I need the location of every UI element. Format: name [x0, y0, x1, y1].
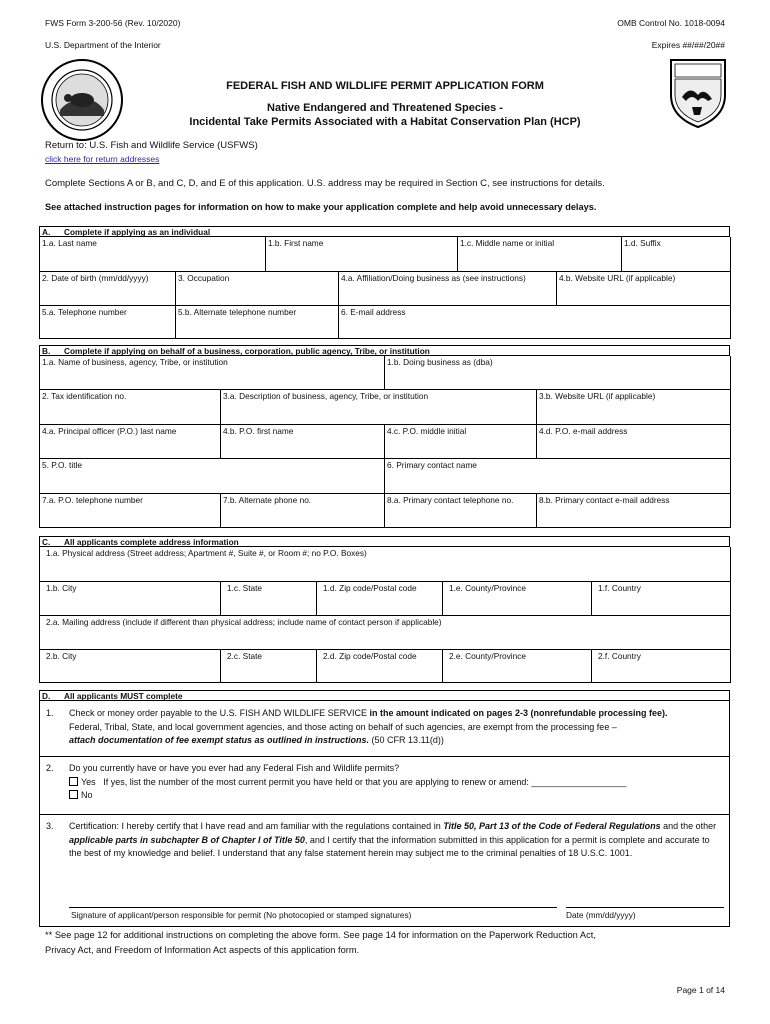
item-2-text — [69, 762, 724, 803]
item-2-question: Do you currently have or have you ever had any Federal Fish and Wildlife permits? — [69, 763, 400, 773]
field-a-website[interactable]: 4.b. Website URL (if applicable) — [557, 272, 731, 306]
field-b-tax-id[interactable]: 2. Tax identification no. — [40, 390, 221, 425]
field-a-last-name[interactable]: 1.a. Last name — [40, 237, 266, 272]
form-id: FWS Form 3-200-56 (Rev. 10/2020) — [45, 18, 181, 28]
field-c-mailing-address[interactable]: 2.a. Mailing address (include if different than physical address; include name of contact person if applicable) — [40, 616, 731, 650]
item-1-payable: Check or money order payable to the U.S. FISH AND WILDLIFE SERVICE — [69, 708, 367, 718]
field-c-mail-country[interactable]: 2.f. Country — [592, 650, 731, 683]
footer-note-2: Privacy Act, and Freedom of Information Act aspects of this application form. — [45, 945, 360, 955]
item-1-cfr: (50 CFR 13.11(d)) — [369, 735, 444, 745]
signature-label: Signature of applicant/person responsible for permit (No photocopied or stamped signatures) — [71, 910, 412, 920]
field-c-county[interactable]: 1.e. County/Province — [443, 582, 592, 616]
field-c-mail-county[interactable]: 2.e. County/Province — [443, 650, 592, 683]
form-subtitle-2: Incidental Take Permits Associated with a Habitat Conservation Plan (HCP) — [189, 116, 581, 128]
section-d-header — [39, 690, 730, 701]
field-a-dob[interactable]: 2. Date of birth (mm/dd/yyyy) — [40, 272, 176, 306]
signature-line[interactable] — [69, 907, 557, 908]
section-a-heading: Complete if applying as an individual — [64, 227, 211, 237]
section-a-table — [39, 237, 730, 339]
item-1-amount: in the amount indicated on pages 2-3 (nonrefundable processing fee). — [366, 708, 668, 718]
field-c-country[interactable]: 1.f. Country — [592, 582, 731, 616]
field-b-po-telephone[interactable]: 7.a. P.O. telephone number — [40, 494, 221, 528]
no-label: No — [81, 790, 93, 800]
section-b-heading: Complete if applying on behalf of a business, corporation, public agency, Tribe, or institution — [64, 346, 430, 356]
complete-sections-note: Complete Sections A or B, and C, D, and E of this application. U.S. address may be required in Section C, see instructions for details. — [45, 178, 605, 189]
yes-checkbox[interactable] — [69, 777, 78, 786]
field-a-occupation[interactable]: 3. Occupation — [176, 272, 339, 306]
cert-part-d: applicable parts in subchapter B of Chapter I of Title 50 — [69, 834, 305, 845]
no-checkbox[interactable] — [69, 790, 78, 799]
section-c-table — [39, 547, 730, 683]
item-2-no-row — [69, 789, 724, 803]
field-c-mail-state[interactable]: 2.c. State — [221, 650, 317, 683]
section-b-header — [39, 345, 730, 356]
section-d-item-1 — [39, 701, 730, 757]
return-addresses-link[interactable]: click here for return addresses — [45, 154, 160, 164]
form-title: FEDERAL FISH AND WILDLIFE PERMIT APPLICATION FORM — [226, 80, 544, 92]
field-c-city[interactable]: 1.b. City — [40, 582, 221, 616]
field-c-physical-address[interactable]: 1.a. Physical address (Street address; Apartment #, Suite #, or Room #; no P.O. Boxes) — [40, 547, 731, 582]
cert-part-e: , and I certify that the information submitted in this application for a permit is complete and accurate to the best of my knowledge and belief. I understand that any false statement herein may subject me to the criminal penalties of 18 U.S.C. 1001. — [69, 834, 710, 858]
cert-part-b: Title 50, Part 13 of the Code of Federal Regulations — [443, 821, 661, 831]
date-label: Date (mm/dd/yyyy) — [566, 910, 636, 920]
form-subtitle-1: Native Endangered and Threatened Species - — [267, 102, 503, 114]
field-a-affiliation[interactable]: 4.a. Affiliation/Doing business as (see instructions) — [339, 272, 557, 306]
field-a-telephone[interactable]: 5.a. Telephone number — [40, 306, 176, 339]
section-c-header — [39, 536, 730, 547]
section-a-header — [39, 226, 730, 237]
field-b-po-middle[interactable]: 4.c. P.O. middle initial — [385, 425, 537, 459]
item-1-text — [69, 707, 724, 748]
omb-control: OMB Control No. 1018-0094 — [617, 18, 725, 28]
cert-part-c: and the other — [660, 821, 717, 831]
section-d-item-3 — [39, 815, 730, 927]
field-b-description[interactable]: 3.a. Description of business, agency, Tribe, or institution — [221, 390, 537, 425]
expiration: Expires ##/##/20## — [651, 40, 725, 50]
section-a-letter: A. — [42, 227, 51, 237]
field-c-zip[interactable]: 1.d. Zip code/Postal code — [317, 582, 443, 616]
item-1-exempt: Federal, Tribal, State, and local government agencies, and those acting on behalf of such agencies, are exempt from the processing fee – — [69, 721, 617, 732]
section-d-heading: All applicants MUST complete — [64, 691, 183, 701]
section-b-table — [39, 356, 730, 528]
field-a-suffix[interactable]: 1.d. Suffix — [622, 237, 731, 272]
section-d-letter: D. — [42, 691, 51, 701]
field-b-po-last-name[interactable]: 4.a. Principal officer (P.O.) last name — [40, 425, 221, 459]
footer-note-1: ** See page 12 for additional instructions on completing the above form. See page 14 for information on the Paperwork Reduction Act, — [45, 930, 596, 940]
field-a-first-name[interactable]: 1.b. First name — [266, 237, 458, 272]
field-b-contact-email[interactable]: 8.b. Primary contact e-mail address — [537, 494, 731, 528]
section-b-letter: B. — [42, 346, 51, 356]
item-2-yes-row — [69, 776, 724, 790]
field-b-website[interactable]: 3.b. Website URL (if applicable) — [537, 390, 731, 425]
section-c-letter: C. — [42, 537, 51, 547]
item-1-number: 1. — [46, 708, 54, 718]
see-attached-note: See attached instruction pages for information on how to make your application complete and help avoid unnecessary delays. — [45, 202, 597, 212]
cert-part-a: Certification: I hereby certify that I have read and am familiar with the regulations contained in — [69, 821, 444, 831]
field-b-po-title[interactable]: 5. P.O. title — [40, 459, 385, 494]
item-2-number: 2. — [46, 763, 54, 773]
item-3-number: 3. — [46, 821, 54, 831]
department: U.S. Department of the Interior — [45, 40, 161, 50]
field-b-po-email[interactable]: 4.d. P.O. e-mail address — [537, 425, 731, 459]
doi-seal-logo — [40, 58, 124, 142]
field-b-contact-telephone[interactable]: 8.a. Primary contact telephone no. — [385, 494, 537, 528]
item-1-attach: attach documentation of fee exempt status as outlined in instructions. — [69, 735, 370, 745]
field-b-primary-contact[interactable]: 6. Primary contact name — [385, 459, 731, 494]
yes-permit-text: If yes, list the number of the most current permit you have held or that you are applying to renew or amend: ___________________ — [103, 776, 627, 787]
section-d-item-2 — [39, 757, 730, 815]
field-a-alt-telephone[interactable]: 5.b. Alternate telephone number — [176, 306, 339, 339]
return-to: Return to: U.S. Fish and Wildlife Service (USFWS) — [45, 140, 258, 151]
field-b-alt-phone[interactable]: 7.b. Alternate phone no. — [221, 494, 385, 528]
field-b-dba[interactable]: 1.b. Doing business as (dba) — [385, 356, 731, 390]
field-b-business-name[interactable]: 1.a. Name of business, agency, Tribe, or institution — [40, 356, 385, 390]
item-3-certification — [69, 820, 724, 861]
field-b-po-first-name[interactable]: 4.b. P.O. first name — [221, 425, 385, 459]
page-number: Page 1 of 14 — [676, 985, 725, 995]
field-c-mail-city[interactable]: 2.b. City — [40, 650, 221, 683]
usfws-shield-logo — [668, 57, 728, 129]
section-c-heading: All applicants complete address information — [64, 537, 239, 547]
field-a-email[interactable]: 6. E-mail address — [339, 306, 731, 339]
field-c-mail-zip[interactable]: 2.d. Zip code/Postal code — [317, 650, 443, 683]
field-a-middle-name[interactable]: 1.c. Middle name or initial — [458, 237, 622, 272]
yes-label: Yes — [81, 776, 96, 787]
date-line[interactable] — [566, 907, 724, 908]
field-c-state[interactable]: 1.c. State — [221, 582, 317, 616]
